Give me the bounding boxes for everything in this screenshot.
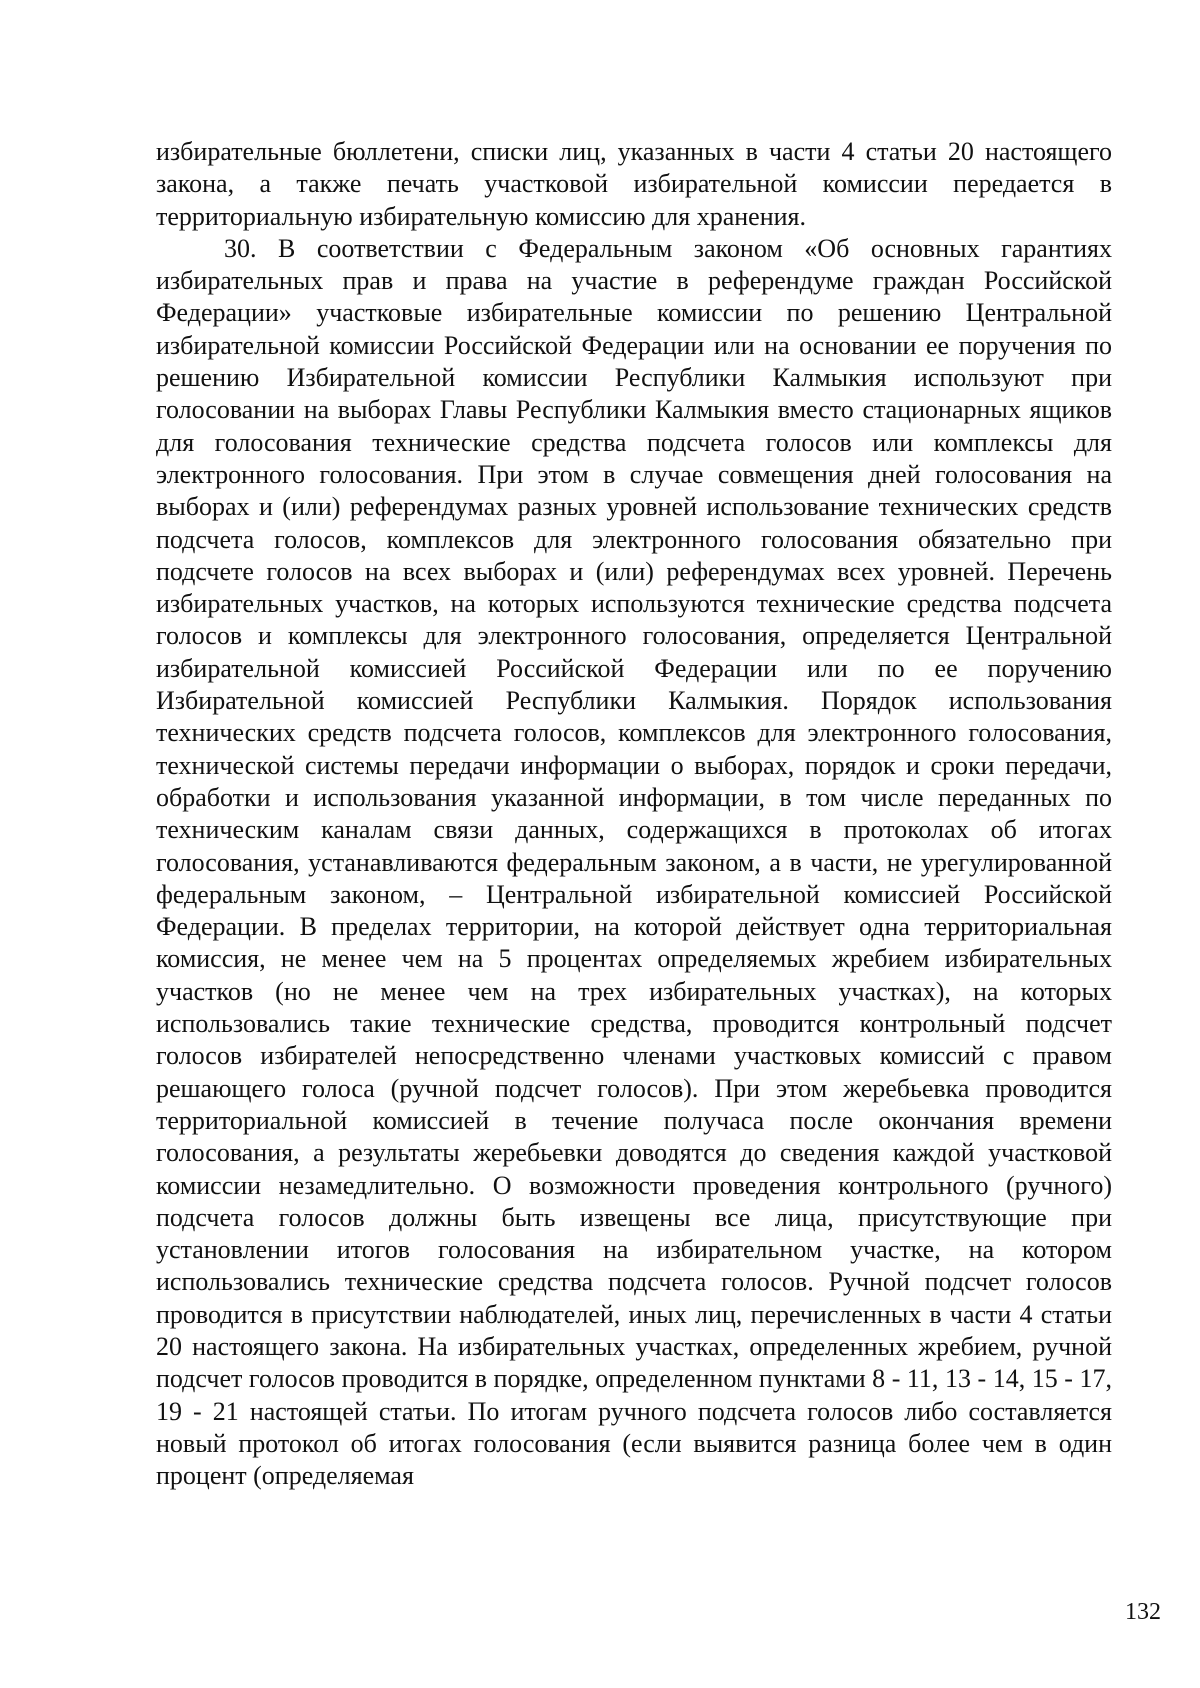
paragraph-item-30: 30. В соответствии с Федеральным законом «Об основных гарантиях избирательных прав и права на участие в референдуме граждан Российской Федерации» участковые избирательные комиссии по решению Центральной избирательной комиссии Российской Федерации или на основании ее поручения по решению Избирательной комиссии Республики Калмыкия используют при голосовании на выборах Главы Республики Калмыкия вместо стационарных ящиков для голосования технические средства подсчета голосов или комплексы для электронного голосования. При этом в случае совмещения дней голосования на выборах и (или) референдумах разных уровней использование технических средств подсчета голосов, комплексов для электронного голосования обязательно при подсчете голосов на всех выборах и (или) референдумах всех уровней. Перечень избирательных участков, на которых используются технические средства подсчета голосов и комплексы для электронного голосования, определяется Центральной избирательной комиссией Российской Федерации или по ее поручению Избирательной комиссией Республики Калмыкия. Порядок использования технических средств подсчета голосов, комплексов для электронного голосования, технической системы передачи информации о выборах, порядок и сроки передачи, обработки и использования указанной информации, в том числе переданных по техническим каналам связи данных, содержащихся в протоколах об итогах голосования, устанавливаются федеральным законом, а в части, не урегулированной федеральным законом, – Центральной избирательной комиссией Российской Федерации. В пределах территории, на которой действует одна территориальная комиссия, не менее чем на 5 процентах определяемых жребием избирательных участков (но не менее чем на трех избирательных участках), на которых использовались такие технические средства, проводится контрольный подсчет голосов избирателей непосредственно членами участковых комиссий с правом решающего голоса (ручной подсчет голосов). При этом жеребьевка проводится территориальной комиссией в течение получаса после окончания времени голосования, а результаты жеребьевки доводятся до сведения каждой участковой комиссии незамедлительно. О возможности проведения контрольного (ручного) подсчета голосов должны быть извещены все лица, присутствующие при установлении итогов голосования на избирательном участке, на котором использовались технические средства подсчета голосов. Ручной подсчет голосов проводится в присутствии наблюдателей, иных лиц, перечисленных в части 4 статьи 20 настоящего закона. На избирательных участках, определенных жребием, ручной подсчет голосов проводится в порядке, определенном пунктами 8 - 11, 13 - 14, 15 - 17, 19 - 21 настоящей статьи. По итогам ручного подсчета голосов либо составляется новый протокол об итогах голосования (если выявится разница более чем в один процент (определяемая [156, 233, 1112, 1491]
document-body [156, 136, 1112, 1492]
page-number: 132 [1125, 1599, 1161, 1625]
paragraph-continuation: избирательные бюллетени, списки лиц, указанных в части 4 статьи 20 настоящего закона, а также печать участковой избирательной комиссии передается в территориальную избирательную комиссию для хранения. [156, 137, 1112, 231]
